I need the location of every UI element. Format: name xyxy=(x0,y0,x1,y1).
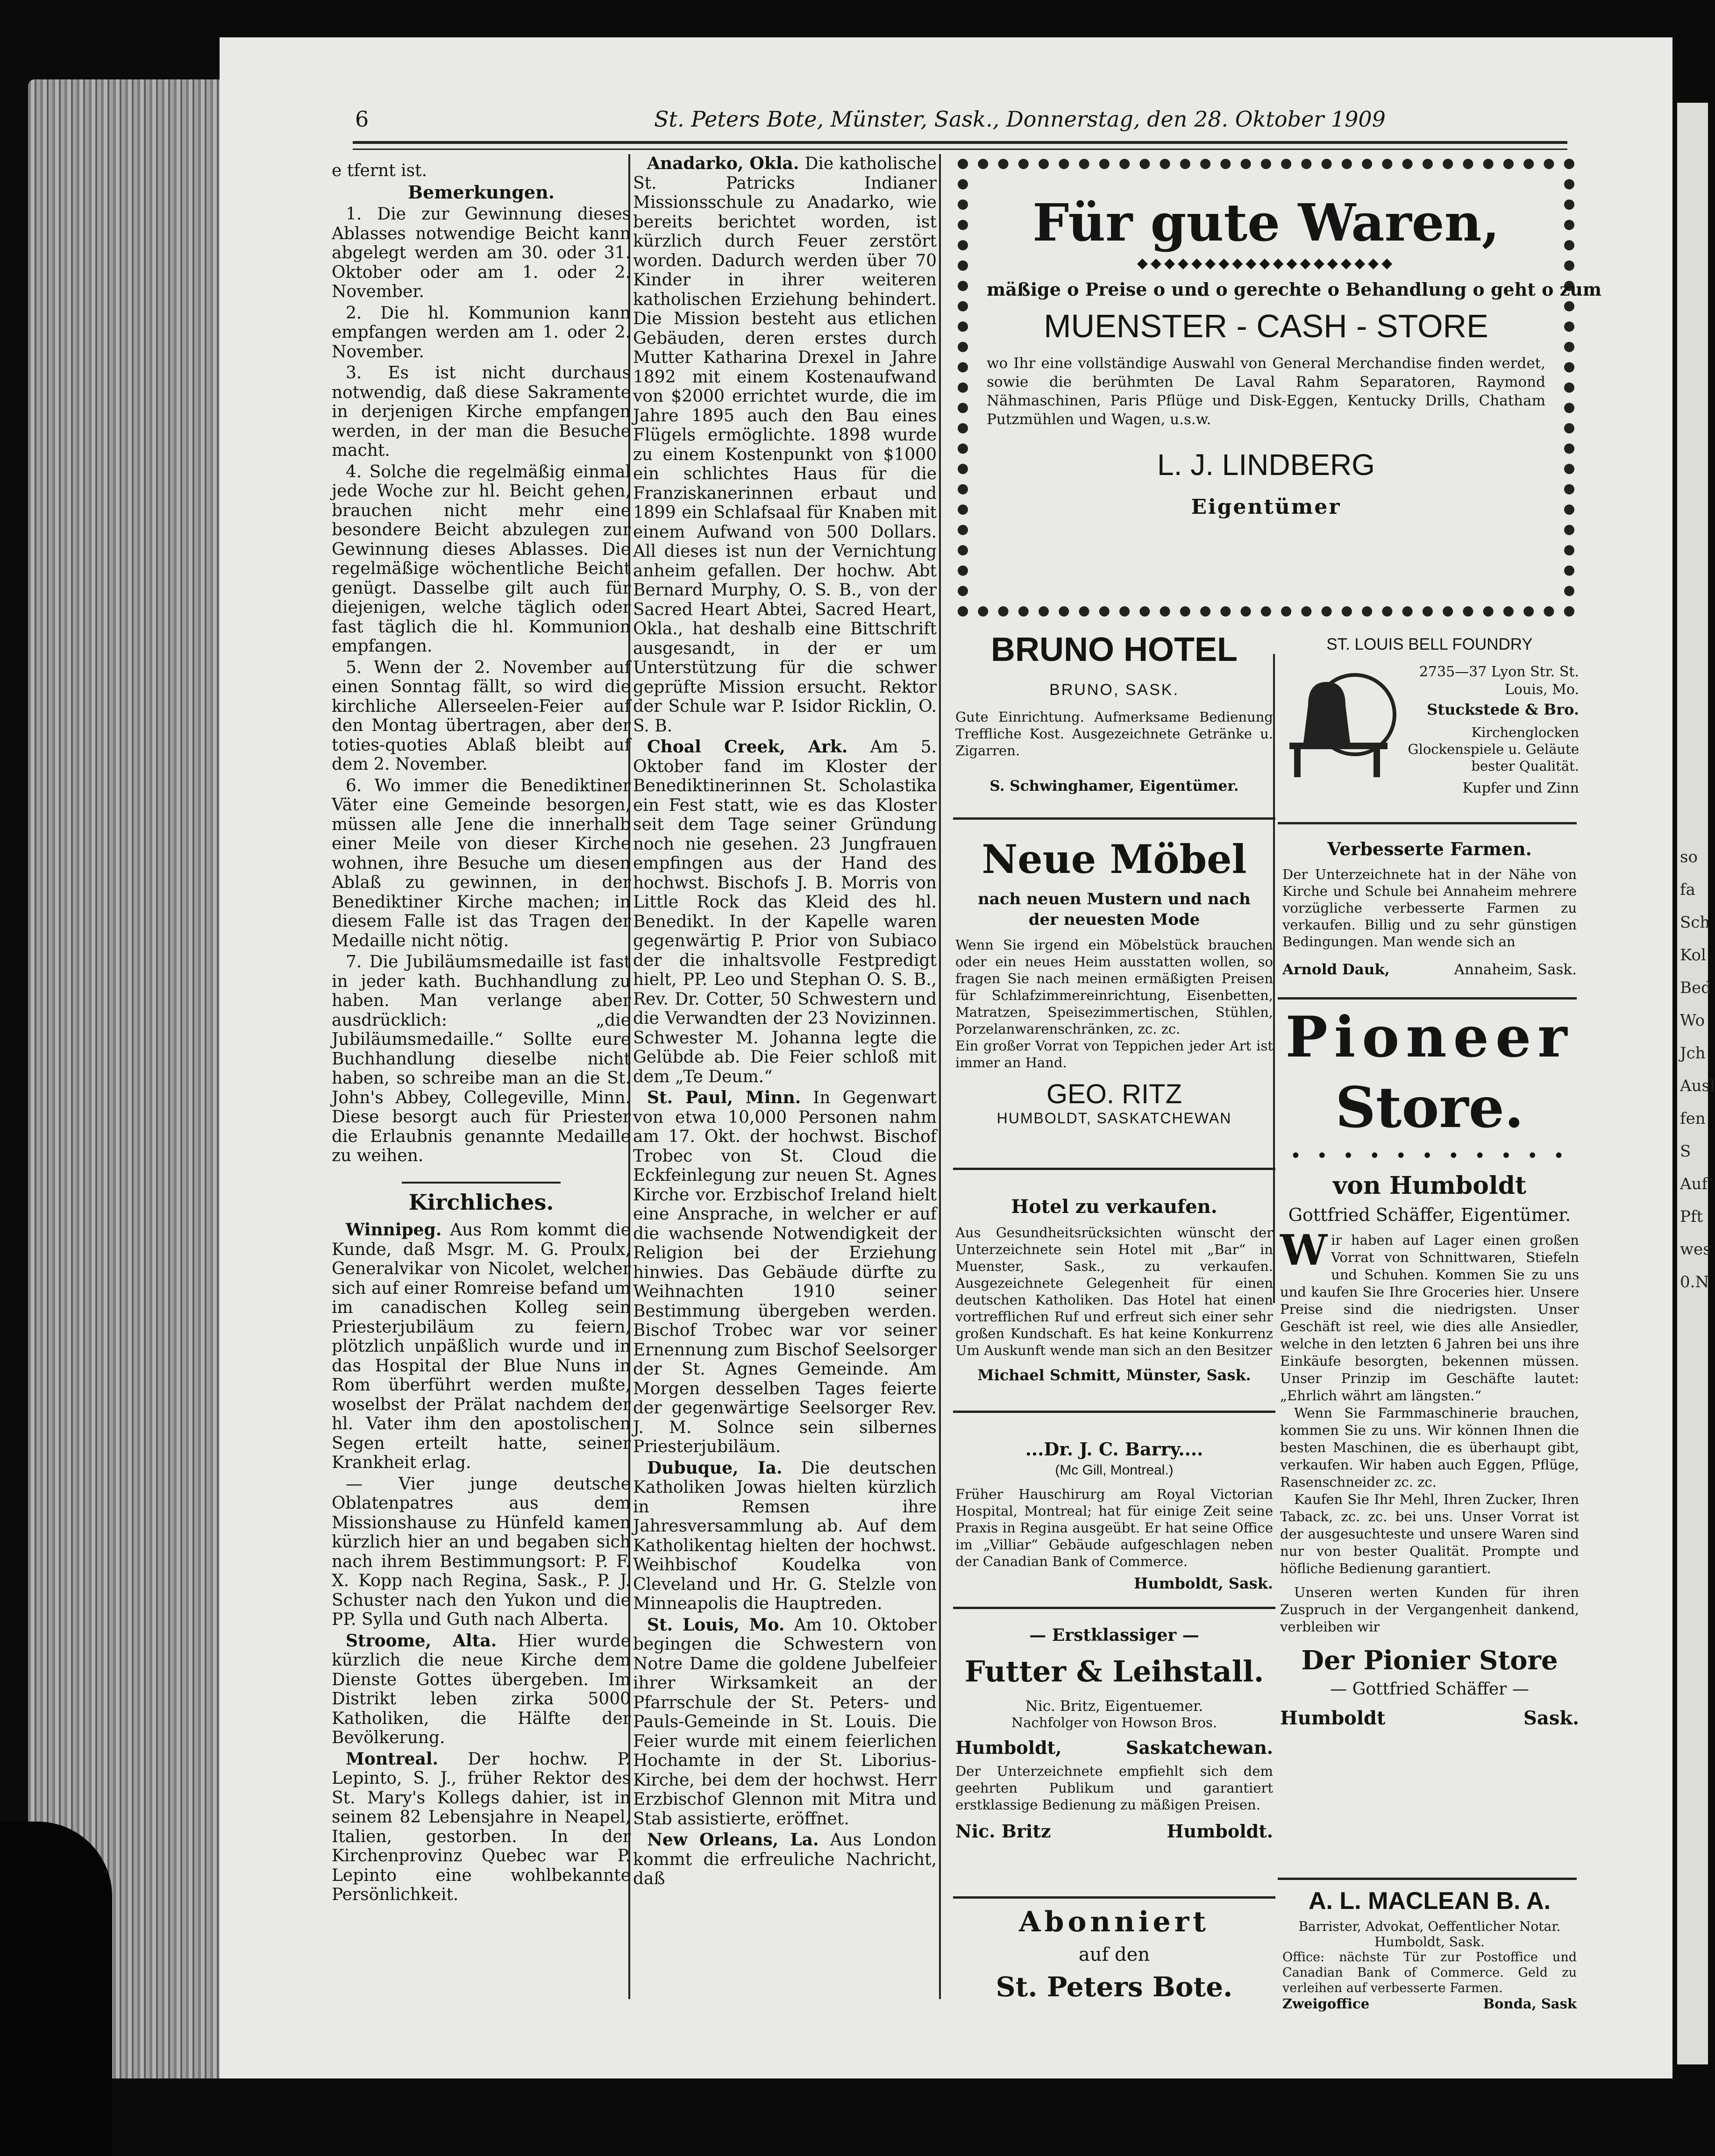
ad-branch xyxy=(1282,1996,1577,2012)
ad-body: Wenn Sie irgend ein Möbelstück brauchen oder ein neues Heim ausstatten wollen, so fragen Sie nach meinen ermäßigten Preisen für Schlafzimmereinrichtung, Eisenbetten, Matratzen, Speisezimmertischen, Stühlen, Porzelanwarenschränken, zc. zc. xyxy=(955,937,1273,1037)
news-item xyxy=(332,1220,631,1473)
ad-subline: mäßige o Preise o und o gerechte o Behandlung o geht o zum xyxy=(987,279,1602,300)
ad-subline: von Humboldt xyxy=(1333,1171,1526,1200)
ad-title: ST. LOUIS BELL FOUNDRY xyxy=(1326,635,1533,653)
article-paragraph: 1. Die zur Gewinnung dieses Ablasses notwendige Beicht kann abgelegt werden am 30. oder 31. Oktober oder am 1. oder 2. November. xyxy=(332,205,631,301)
news-text: Der hochw. P. Lepinto, S. J., früher Rektor des St. Mary's Kollegs dahier, ist in seinem 82 Lebensjahre in Neapel, Italien, gestorben. In der Kirchenprovinz Quebec war P. Lepinto eine wohlbekannte Persönlichkeit. xyxy=(332,1749,631,1904)
ad-dr-barry xyxy=(955,1439,1273,1592)
ad-ornament: ◆◆◆◆◆◆◆◆◆◆◆◆◆◆◆◆◆◆◆ xyxy=(1137,255,1395,271)
ad-body: wo Ihr eine vollständige Auswahl von General Merchandise finden werdet, sowie die berühmten De Laval Rahm Separatoren, Raymond Nähmaschinen, Paris Pflüge und Disk-Eggen, Kentucky Drills, Chatham Putzmühlen und Wagen, u.s.w. xyxy=(987,355,1545,428)
facing-page-text: so fa Sch Kol Bed Wo Jch Ausl fen S Auf Pft wes 0.N xyxy=(1680,848,1715,1291)
news-item xyxy=(633,1088,937,1457)
ad-place: Humboldt, Sask. xyxy=(1134,1574,1273,1592)
ad-place: Humboldt, Sask. xyxy=(1374,1934,1485,1950)
ad-abonniert xyxy=(962,1906,1266,2003)
ad-body: Wenn Sie Farmmaschinerie brauchen, kommen Sie zu uns. Wir können Ihnen die besten Maschinen, die es überhaupt gibt, verkaufen. Wir haben auch Eggen, Pflüge, Rasenschneider zc. zc. xyxy=(1280,1405,1579,1490)
ad-body: Gute Einrichtung. Aufmerksame Bedienung Treffliche Kost. Ausgezeichnete Getränke u. Zigarren. xyxy=(955,709,1273,759)
ad-signature-row xyxy=(955,1821,1273,1842)
thumb-shadow xyxy=(0,1822,112,2156)
bell-icon xyxy=(1280,663,1397,785)
news-text: In Gegenwart von etwa 10,000 Personen nahm am 17. Okt. der hochwst. Bischof Trobec von St. Cloud die Eckfeinlegung zur neuen St. Agnes Kirche vor. Erzbischof Ireland hielt eine Ansprache, in welcher er auf die wachsende Notwendigkeit der Religion bei der Erziehung hinwies. Das Gebäude dürfte zu Weihnachten 1910 seiner Bestimmung übergeben werden. Bischof Trobec war vor seiner Ernennung zum Bischof Seelsorger der St. Agnes Gemeinde. Am Morgen desselben Tages feierte der gegenwärtige Seelsorger Rev. J. M. Solnce sein silbernes Priesterjubiläum. xyxy=(633,1088,937,1456)
news-dateline: Choal Creek, Ark. xyxy=(647,737,848,757)
ad-owner: Nic. Britz, Eigentuemer. xyxy=(1025,1698,1203,1715)
ad-sign-place: Annaheim, Sask. xyxy=(1454,961,1577,978)
news-dateline: Dubuque, Ia. xyxy=(647,1458,783,1478)
news-item xyxy=(633,154,937,736)
ad-title: Futter & Leihstall. xyxy=(964,1654,1264,1688)
article-paragraph: 4. Solche die regelmäßig einmal jede Woche zur hl. Beicht gehen, brauchen nicht mehr eine besondere Beicht abzulegen zur Gewinnung dieses Ablasses. Die regelmäßige wöchentliche Beicht genügt. Dasselbe gilt auch für diejenigen, welche täglich oder fast täglich die hl. Kommunion empfangen. xyxy=(332,462,631,656)
ad-material: Kupfer und Zinn xyxy=(1462,780,1579,796)
ad-owner: L. J. LINDBERG xyxy=(1157,448,1375,482)
ad-separator xyxy=(953,1607,1275,1609)
ad-sign-name: Arnold Dauk, xyxy=(1282,961,1390,978)
ad-title: A. L. MACLEAN B. A. xyxy=(1308,1887,1551,1915)
column-1-top-line: e tfernt ist. xyxy=(332,161,427,180)
news-dateline: Winnipeg. xyxy=(346,1220,442,1240)
ad-body: Kirchenglocken Glockenspiele u. Geläute bester Qualität. xyxy=(1408,724,1579,774)
ad-maclean xyxy=(1282,1887,1577,2012)
ad-subline: der neuesten Mode xyxy=(1028,910,1200,929)
news-item xyxy=(633,1830,937,1889)
ad-body: Der Unterzeichnete hat in der Nähe von Kirche und Schule bei Annaheim mehrere vorzügliche verbesserte Farmen zu verkaufen. Billig und zu sehr günstigen Bedingungen. Man wende sich an xyxy=(1282,866,1577,950)
ad-subline: Barrister, Advokat, Oeffentlicher Notar. xyxy=(1298,1919,1561,1934)
ad-separator xyxy=(1278,822,1577,824)
ad-title: BRUNO HOTEL xyxy=(991,631,1238,668)
ad-signature-owner: — Gottfried Schäffer — xyxy=(1330,1680,1529,1699)
ad-paper-name: St. Peters Bote. xyxy=(996,1971,1233,2003)
ad-title: ...Dr. J. C. Barry.... xyxy=(1025,1439,1203,1460)
news-item xyxy=(633,1459,937,1614)
ad-ornament: • • • • • • • • • • • xyxy=(1290,1145,1569,1167)
ad-body: Aus Gesundheitsrücksichten wünscht der Unterzeichnete sein Hotel mit „Bar“ in Muenster, Sask., zu verkaufen. Ausgezeichnete Gelegenheit für einen deutschen Katholiken. Das Hotel hat einen vortrefflichen Ruf und erfreut sich einer sehr großen Kundschaft. Es hat keine Konkurrenz Um Auskunft wende man sich an den Besitzer xyxy=(955,1225,1273,1358)
ad-body-text: ir haben auf Lager einen großen Vorrat von Schnittwaren, Stiefeln und Schuhen. Kommen Sie zu uns und kaufen Sie Ihre Groceries hier. Unsere Preise sind die niedrigsten. Unser Geschäft ist reel, wie dies alle Ansiedler, welche in den letzten 6 Jahren bei uns ihre Einkäufe besorgten, bekennen müssen. Unser Prinzip im Geschäfte lautet: „Ehrlich währt am längsten.“ xyxy=(1280,1232,1579,1404)
news-text: Aus London kommt die erfreuliche Nachricht, daß xyxy=(633,1830,937,1888)
ad-owner-title: Eigentümer xyxy=(1191,495,1341,519)
news-text: Am 10. Oktober begingen die Schwestern von Notre Dame die goldene Jubelfeier ihrer Wirksamkeit an der Pfarrschule der St. Peters- und Pauls-Gemeinde in St. Louis. Die Feier wurde mit einem feierlichen Hochamte in der St. Liborius-Kirche, bei dem der hochwst. Herr Erzbischof Glennon mit Mitra und Stab assistierte, eröffnet. xyxy=(633,1615,937,1829)
ad-sign-left: Nic. Britz xyxy=(955,1821,1051,1842)
ad-separator xyxy=(1278,1878,1577,1880)
news-item xyxy=(332,1631,631,1748)
ad-title: Neue Möbel xyxy=(982,836,1247,882)
ad-bell-foundry xyxy=(1280,635,1579,813)
news-dateline: New Orleans, La. xyxy=(647,1830,819,1850)
column-rule-3 xyxy=(1273,654,1275,1303)
ad-firm: Stuckstede & Bro. xyxy=(1427,701,1579,718)
ad-place-right: Saskatchewan. xyxy=(1125,1737,1273,1758)
ad-pioneer-store xyxy=(1280,1004,1579,1729)
masthead-line: St. Peters Bote, Münster, Sask., Donnerstag, den 28. Oktober 1909 xyxy=(654,106,1386,132)
news-item xyxy=(332,1750,631,1905)
ad-futter-leihstall xyxy=(955,1625,1273,1842)
article-paragraph: 7. Die Jubiläumsmedaille ist fast in jeder kath. Buchhandlung zu haben. Man verlange aber ausdrücklich: „die Jubiläumsmedaille.“ Sollte eure Buchhandlung dieselbe nicht haben, so schreibe man an die St. John's Abbey, Collegeville, Minn. Diese besorgt auch für Priester die Erlaubnis genannte Medaille zu weihen. xyxy=(332,952,631,1165)
news-dateline: Anadarko, Okla. xyxy=(647,154,799,173)
drop-cap: W xyxy=(1280,1226,1328,1275)
news-text: Am 5. Oktober fand im Kloster der Benediktinerinnen St. Scholastika ein Fest statt, wie es das Kloster seit dem Tage seiner Gründung noch nie gesehen. 23 Jungfrauen empfingen aus der Hand des hochwst. Bischofs J. B. Morris von Little Rock das Kleid des hl. Benedikt. In der Kapelle waren gegenwärtig P. Prior von Subiaco der die inhaltsvolle Festpredigt hielt, PP. Leo und Stephan O. S. B., Rev. Dr. Cotter, 50 Schwestern und die Verwandten der 23 Novizinnen. Schwester M. Johanna legte die Gelübde ab. Die Feier schloß mit dem „Te Deum.“ xyxy=(633,738,937,1086)
ad-body xyxy=(1280,1226,1579,1404)
news-item xyxy=(332,1475,631,1630)
news-dateline: St. Louis, Mo. xyxy=(647,1615,785,1635)
bemerkungen-heading: Bemerkungen. xyxy=(408,181,555,203)
news-text: Hier wurde kürzlich die neue Kirche dem Dienste Gottes übergeben. Im Distrikt leben zirka 5000 Katholiken, die Hälfte der Bevölkerung. xyxy=(332,1631,631,1747)
ad-place-left: Humboldt, xyxy=(955,1737,1062,1758)
news-text: Aus Rom kommt die Kunde, daß Msgr. M. G. Proulx, Generalvikar von Nicolet, welcher sich auf einer Romreise befand um im canadischen Kolleg sein Priesterjubiläum zu feiern, plötzlich unpäßlich wurde und in das Hospital der Blue Nuns in Rom überführt werden mußte, woselbst der Prälat nachdem der hl. Vater ihm den apostolischen Segen erteilt hatte, seiner Krankheit erlag. xyxy=(332,1220,631,1472)
ad-hotel-for-sale xyxy=(955,1196,1273,1384)
ad-title: Store. xyxy=(1335,1075,1524,1141)
article-paragraph: 5. Wenn der 2. November auf einen Sonntag fällt, so wird die kirchliche Allerseelen-Feier auf den Montag übertragen, aber der toties-quoties Ablaß bleibt auf dem 2. November. xyxy=(332,658,631,774)
ad-subline: nach neuen Mustern und nach xyxy=(978,890,1251,908)
ad-signature: Michael Schmitt, Münster, Sask. xyxy=(977,1366,1251,1384)
ad-owner: S. Schwinghamer, Eigentümer. xyxy=(989,778,1239,794)
ad-place-row xyxy=(955,1737,1273,1758)
ad-neue-moebel xyxy=(955,836,1273,1127)
ad-place-right: Sask. xyxy=(1523,1707,1579,1729)
news-dateline: Stroome, Alta. xyxy=(346,1631,497,1651)
ad-branch-right: Bonda, Sask xyxy=(1483,1996,1577,2012)
header-rule xyxy=(353,141,1567,150)
ad-sign-right: Humboldt. xyxy=(1167,1821,1273,1842)
ad-store-name: MUENSTER - CASH - STORE xyxy=(1044,308,1488,344)
ad-owner: GEO. RITZ xyxy=(1046,1079,1182,1109)
news-dateline: Montreal. xyxy=(346,1749,439,1769)
section-divider xyxy=(402,1182,561,1184)
ad-separator xyxy=(953,1168,1275,1170)
page-header xyxy=(355,106,1386,135)
column-2 xyxy=(633,154,937,1891)
ad-pre-title: — Erstklassiger — xyxy=(1029,1625,1199,1645)
news-item xyxy=(633,1616,937,1829)
news-text: — Vier junge deutsche Oblatenpatres aus dem Missionshause zu Hünfeld kamen kürzlich hier an und begaben sich nach ihrem Bestimmungsort: P. F. X. Kopp nach Regina, Sask., P. J. Schuster nach den Yukon und die PP. Sylla und Guth nach Alberta. xyxy=(332,1474,631,1629)
ad-body: Office: nächste Tür zur Postoffice und Canadian Bank of Commerce. Geld zu verleihen auf verbesserte Farmen. xyxy=(1282,1950,1577,1995)
kirchliches-heading: Kirchliches. xyxy=(408,1189,554,1215)
ad-separator xyxy=(953,1411,1275,1413)
ad-headline: Für gute Waren, xyxy=(1032,192,1500,253)
news-text: Die katholische St. Patricks Indianer Missionsschule zu Anadarko, wie bereits berichtet worden, ist kürzlich durch Feuer zerstört worden. Dadurch werden über 70 Kinder in ihrer weiteren katholischen Erziehung behindert. Die Mission besteht aus etlichen Gebäuden, deren erstes durch Mutter Katharina Drexel in Jahre 1892 mit einem Kostenaufwand von $2000 errichtet wurde, die im Jahre 1895 auch den Bau eines Flügels ermöglichte. 1898 wurde zu einem Kostenpunkt von $1000 ein schlichtes Haus für die Franziskanerinnen erbaut und 1899 ein Schlafsaal für Knaben mit einem Aufwand von 500 Dollars. All dieses ist nun der Vernichtung anheim gefallen. Der hochw. Abt Bernard Murphy, O. S. B., von der Sacred Heart Abtei, Sacred Heart, Okla., hat deshalb eine Bittschrift ausgesandt, in der er um Unterstützung für die schwer geprüfte Mission ersucht. Rektor der Schule war P. Isidor Ricklin, O. S. B. xyxy=(633,154,937,736)
ad-title: Verbesserte Farmen. xyxy=(1327,838,1532,859)
ad-body: Der Unterzeichnete empfiehlt sich dem geehrten Publikum und garantiert erstklassige Bedienung zu mäßigen Preisen. xyxy=(955,1763,1273,1813)
ad-owner: Gottfried Schäffer, Eigentümer. xyxy=(1288,1205,1571,1225)
book-page-edges xyxy=(28,79,243,2078)
ad-branch-left: Zweigoffice xyxy=(1282,1996,1370,2012)
ad-separator xyxy=(1278,997,1577,1000)
ad-verbesserte-farmen xyxy=(1282,838,1577,978)
ad-body: Kaufen Sie Ihr Mehl, Ihren Zucker, Ihren Taback, zc. zc. bei uns. Unser Vorrat ist der ausgesuchteste und unsere Waren sind nur von bester Qualität. Prompte und höfliche Bedienung garantiert. xyxy=(1280,1491,1579,1576)
column-1 xyxy=(332,161,631,1907)
ad-body: Früher Hauschirurg am Royal Victorian Hospital, Montreal; hat für einige Zeit seine Praxis in Regina ausgeübt. Er hat seine Office im „Villiar“ Gebäude aufgeschlagen neben der Canadian Bank of Commerce. xyxy=(955,1486,1273,1569)
news-item xyxy=(633,738,937,1086)
ad-separator xyxy=(953,817,1275,820)
ad-title: Pioneer xyxy=(1285,1004,1574,1070)
article-paragraph: 2. Die hl. Kommunion kann empfangen werden am 1. oder 2. November. xyxy=(332,303,631,362)
ad-title: Abonniert xyxy=(1018,1906,1210,1938)
ad-title: Hotel zu verkaufen. xyxy=(1011,1196,1217,1218)
ad-bruno-hotel xyxy=(955,631,1273,794)
ad-subline: auf den xyxy=(1078,1944,1150,1965)
news-dateline: St. Paul, Minn. xyxy=(647,1088,801,1107)
ad-muenster-cash-store xyxy=(958,159,1602,617)
ad-separator xyxy=(953,1896,1275,1899)
article-paragraph: 6. Wo immer die Benediktiner Väter eine Gemeinde besorgen, müssen alle Jene die innerhalb einer Meile von dieser Kirche wohnen, ihre Besuche um diesen Ablaß zu gewinnen, in der Benediktiner Kirche machen; in diesem Falle ist das Tragen der Medaille nicht nötig. xyxy=(332,776,631,950)
ad-address: 2735—37 Lyon Str. St. Louis, Mo. xyxy=(1419,664,1579,698)
article-paragraph: 3. Es ist nicht durchaus notwendig, daß diese Sakramente in derjenigen Kirche empfangen werden, in der man die Besuche macht. xyxy=(332,363,631,460)
ad-signature: Der Pionier Store xyxy=(1301,1645,1558,1676)
column-rule-2 xyxy=(939,154,941,1999)
news-text: Die deutschen Katholiken Jowas hielten kürzlich in Remsen ihre Jahresversammlung ab. Auf dem Katholikentag hielten der hochwst. Weihbischof Koudelka von Cleveland und Hr. G. Stelzle von Minneapolis die Hauptreden. xyxy=(633,1458,937,1613)
ad-successor: Nachfolger von Howson Bros. xyxy=(1011,1715,1217,1730)
ad-body: Ein großer Vorrat von Teppichen jeder Art ist immer an Hand. xyxy=(955,1038,1273,1071)
ad-subline: (Mc Gill, Montreal.) xyxy=(1055,1462,1174,1478)
ad-location: BRUNO, SASK. xyxy=(1049,681,1179,699)
ad-signature xyxy=(1282,961,1577,978)
page-number: 6 xyxy=(355,106,369,132)
ad-place: HUMBOLDT, SASKATCHEWAN xyxy=(996,1110,1232,1127)
ad-signature-place xyxy=(1280,1707,1579,1729)
ad-place-left: Humboldt xyxy=(1280,1707,1386,1729)
ad-body: Unseren werten Kunden für ihren Zuspruch in der Vergangenheit dankend, verbleiben wir xyxy=(1280,1584,1579,1635)
